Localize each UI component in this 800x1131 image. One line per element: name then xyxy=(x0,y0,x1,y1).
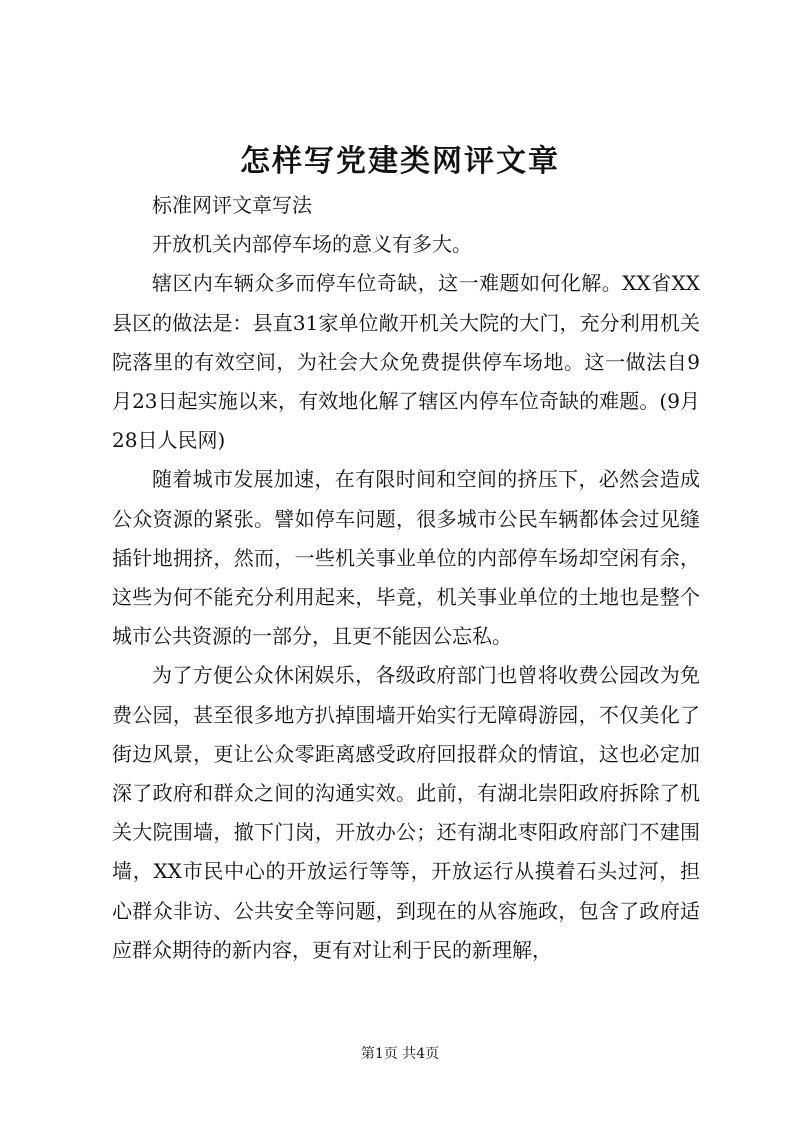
paragraph-examples: 为了方便公众休闲娱乐，各级政府部门也曾将收费公园改为免费公园，甚至很多地方扒掉围墙开始实行无障碍游园，不仅美化了街边风景，更让公众零距离感受政府回报群众的情谊，这也必定加深了政府和群众之间的沟通实效。此前，有湖北崇阳政府拆除了机关大院围墙，撤下门岗，开放办公；还有湖北枣阳政府部门不建围墙，XX市民中心的开放运行等等，开放运行从摸着石头过河，担心群众非访、公共安全等问题，到现在的从容施政，包含了政府适应群众期待的新内容，更有对让利于民的新理解， xyxy=(112,663,700,962)
paragraph-headline: 开放机关内部停车场的意义有多大。 xyxy=(152,232,472,257)
paragraph-subtitle: 标准网评文章写法 xyxy=(152,193,312,217)
paragraph-news: 辖区内车辆众多而停车位奇缺，这一难题如何化解。XX省XX县区的做法是：县直31家单位敞开机关大院的大门，充分利用机关院落里的有效空间，为社会大众免费提供停车场地。这一做法自9月23日起实施以来，有效地化解了辖区内停车位奇缺的难题。(9月28日人民网) xyxy=(112,271,700,453)
page-number-footer: 第1页 共4页 xyxy=(360,1046,440,1062)
document-body xyxy=(112,186,700,970)
paragraph-analysis: 随着城市发展加速，在有限时间和空间的挤压下，必然会造成公众资源的紧张。譬如停车问题，很多城市公民车辆都体会过见缝插针地拥挤，然而，一些机关事业单位的内部停车场却空闲有余，这些为何不能充分利用起来，毕竟，机关事业单位的土地也是整个城市公共资源的一部分，且更不能因公忘私。 xyxy=(112,467,700,649)
document-title: 怎样写党建类网评文章 xyxy=(240,144,560,179)
